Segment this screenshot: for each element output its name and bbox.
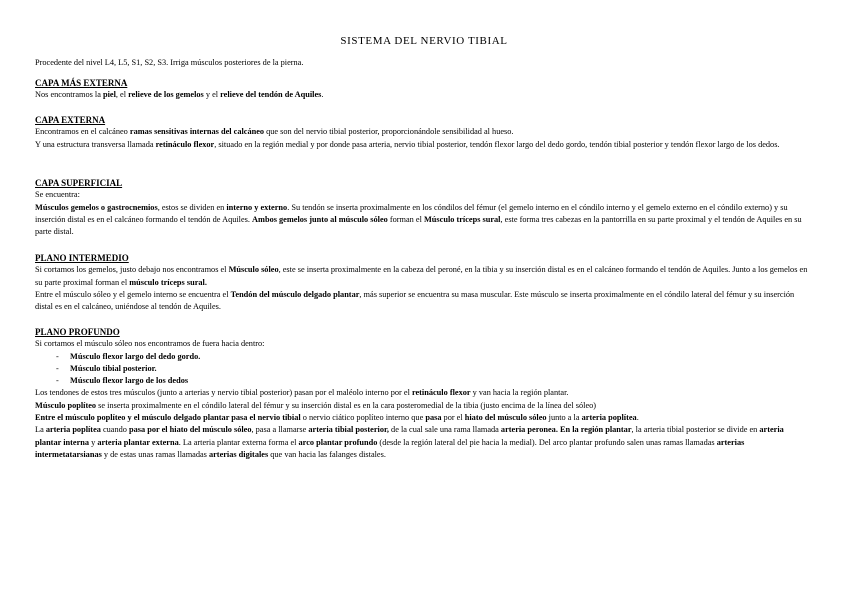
section-paragraph [35,139,810,151]
bold-text: arteria poplítea [581,413,637,423]
section-paragraph [35,89,810,101]
section-paragraph [35,387,810,399]
section-heading: CAPA EXTERNA [35,115,106,125]
list-item [35,351,810,363]
section-paragraph [35,424,810,461]
text: . [321,90,324,100]
text: se inserta proximalmente en el cóndilo lateral del fémur y su inserción distal es en la cara posteromedial de la tibia (justo encima de la línea del sóleo) [96,400,597,410]
text: Encontramos en el calcáneo [35,127,130,137]
text: , situado en la región medial y por donde pasa arteria, nervio tibial posterior, tendón flexor largo del dedo gordo, tendón tibial posterior y tendón flexor largo de los dedos. [214,139,780,149]
bold-text: pasa por el hiato del músculo sóleo [129,425,252,435]
bold-text: interno y externo [226,202,288,212]
section-heading: CAPA MÁS EXTERNA [35,78,128,88]
text: y el [203,90,221,100]
list-item-text: Músculo tibial posterior. [70,363,157,373]
section-capa-superficial [35,177,810,238]
bold-text: Ambos gemelos junto al músculo sóleo [252,214,388,224]
bold-text: relieve de los gemelos [128,90,204,100]
bold-text: pasa [425,413,442,423]
section-paragraph [35,202,810,239]
text: junto a la [546,413,582,423]
bold-text: Tendón del músculo delgado plantar [230,289,360,299]
text: y [89,437,98,447]
bold-text: Músculo poplíteo [35,400,97,410]
section-heading: PLANO INTERMEDIO [35,253,129,263]
text: Los tendones de estos tres músculos (junto a arterias y nervio tibial posterior) pasan por el maléolo interno por el [35,388,412,398]
text: forman el [387,214,424,224]
text: , pasa a llamarse [251,425,309,435]
list-item [35,363,810,375]
bold-text: Músculo sóleo [228,265,279,275]
list-item [35,375,810,387]
list-item-text: Músculo flexor largo de los dedos [70,376,189,386]
text: y de estas unas ramas llamadas [101,449,209,459]
section-plano-intermedio [35,252,810,313]
section-paragraph [35,289,810,314]
bold-text: arco plantar profundo [298,437,378,447]
text: por el [441,413,465,423]
text: . Su tendón se inserta proximalmente en los cóndilos del fémur (el gemelo interno en el cóndilo interno y el gemelo externo en el cóndilo externo) y su inserción distal es en el calcáneo formando el tendón de Aquiles. [35,202,788,224]
bold-text: retináculo flexor [411,388,471,398]
text: Si cortamos los gemelos, justo debajo nos encontramos el [35,265,229,275]
text: , este se inserta proximalmente en la cabeza del peroné, en la tibia y su inserción distal es en el calcáneo formando el tendón de Aquiles. Junto a los gemelos en su parte proximal forman el [35,265,808,287]
section-heading: CAPA SUPERFICIAL [35,178,123,188]
text: Y una estructura transversa llamada [35,139,156,149]
bold-text: arteria plantar interna [35,425,784,447]
text: que son del nervio tibial posterior, proporcionándole sensibilidad al hueso. [264,127,514,137]
text: . La arteria plantar externa forma el [178,437,299,447]
section-paragraph: Se encuentra: [35,190,80,200]
text: Entre el músculo sóleo y el gemelo interno se encuentra el [35,289,231,299]
section-paragraph [35,400,810,412]
bold-text: Entre el músculo poplíteo y el músculo delgado plantar pasa el nervio tibial [35,413,301,423]
section-capa-externa [35,114,810,151]
text: . [636,413,639,423]
bold-text: Músculo tríceps sural [423,214,501,224]
section-paragraph [35,264,810,289]
bold-text: relieve del tendón de Aquiles [220,90,322,100]
bold-text: ramas sensitivas internas del calcáneo [129,127,265,137]
intro-paragraph [35,57,810,69]
text: Nos encontramos la [35,90,103,100]
section-paragraph [35,126,810,138]
section-paragraph: Si cortamos el músculo sóleo nos encontramos de fuera hacia dentro: [35,339,265,349]
bold-text: arterias digitales [208,449,269,459]
text: y van hacia la región plantar. [470,388,569,398]
section-capa-mas-externa [35,77,810,102]
text: cuando [100,425,130,435]
text: La [35,425,46,435]
section-heading: PLANO PROFUNDO [35,327,120,337]
bold-text: arteria peronea. En la región plantar [500,425,632,435]
bold-text: arterias intermetatarsianas [35,437,745,459]
text: , más superior se encuentra su masa muscular. Este músculo se inserta proximalmente en el cóndilo lateral del fémur y su inserción distal es en el calcáneo, uniéndose al tendón de Aquiles. [35,289,795,312]
text: , la arteria tibial posterior se divide en [631,425,760,435]
text: que van hacia las falanges distales. [268,449,386,459]
bold-text: músculo tríceps sural. [129,277,207,287]
bold-text: Músculos gemelos o gastrocnemios [35,202,158,212]
bold-text: piel [102,90,116,100]
section-plano-profundo [35,326,810,461]
text: , el [115,90,129,100]
intro-text: Procedente del nivel L4, L5, S1, S2, S3. Irriga músculos posteriores de la pierna. [35,58,304,67]
bold-text: arteria poplítea [45,425,101,435]
bold-text: hiato del músculo sóleo [464,413,547,423]
text: , estos se dividen en [157,202,227,212]
text: de la cual sale una rama llamada [388,425,501,435]
bold-text: retináculo flexor [155,139,215,149]
bold-text: arteria tibial posterior, [308,425,389,435]
muscle-list [35,351,810,388]
list-item-text: Músculo flexor largo del dedo gordo. [70,351,201,361]
section-paragraph [35,412,810,424]
document-title: SISTEMA DEL NERVIO TIBIAL [340,35,508,47]
bold-text: arteria plantar externa [97,437,179,447]
text: , este forma tres cabezas en la pantorrilla en su parte proximal y el tendón de Aquiles en su parte distal. [35,214,802,237]
text: (desde la región lateral del pie hacia la medial). Del arco plantar profundo salen unas ramas llamadas [377,437,717,447]
text: o nervio ciático poplíteo interno que [300,413,426,423]
